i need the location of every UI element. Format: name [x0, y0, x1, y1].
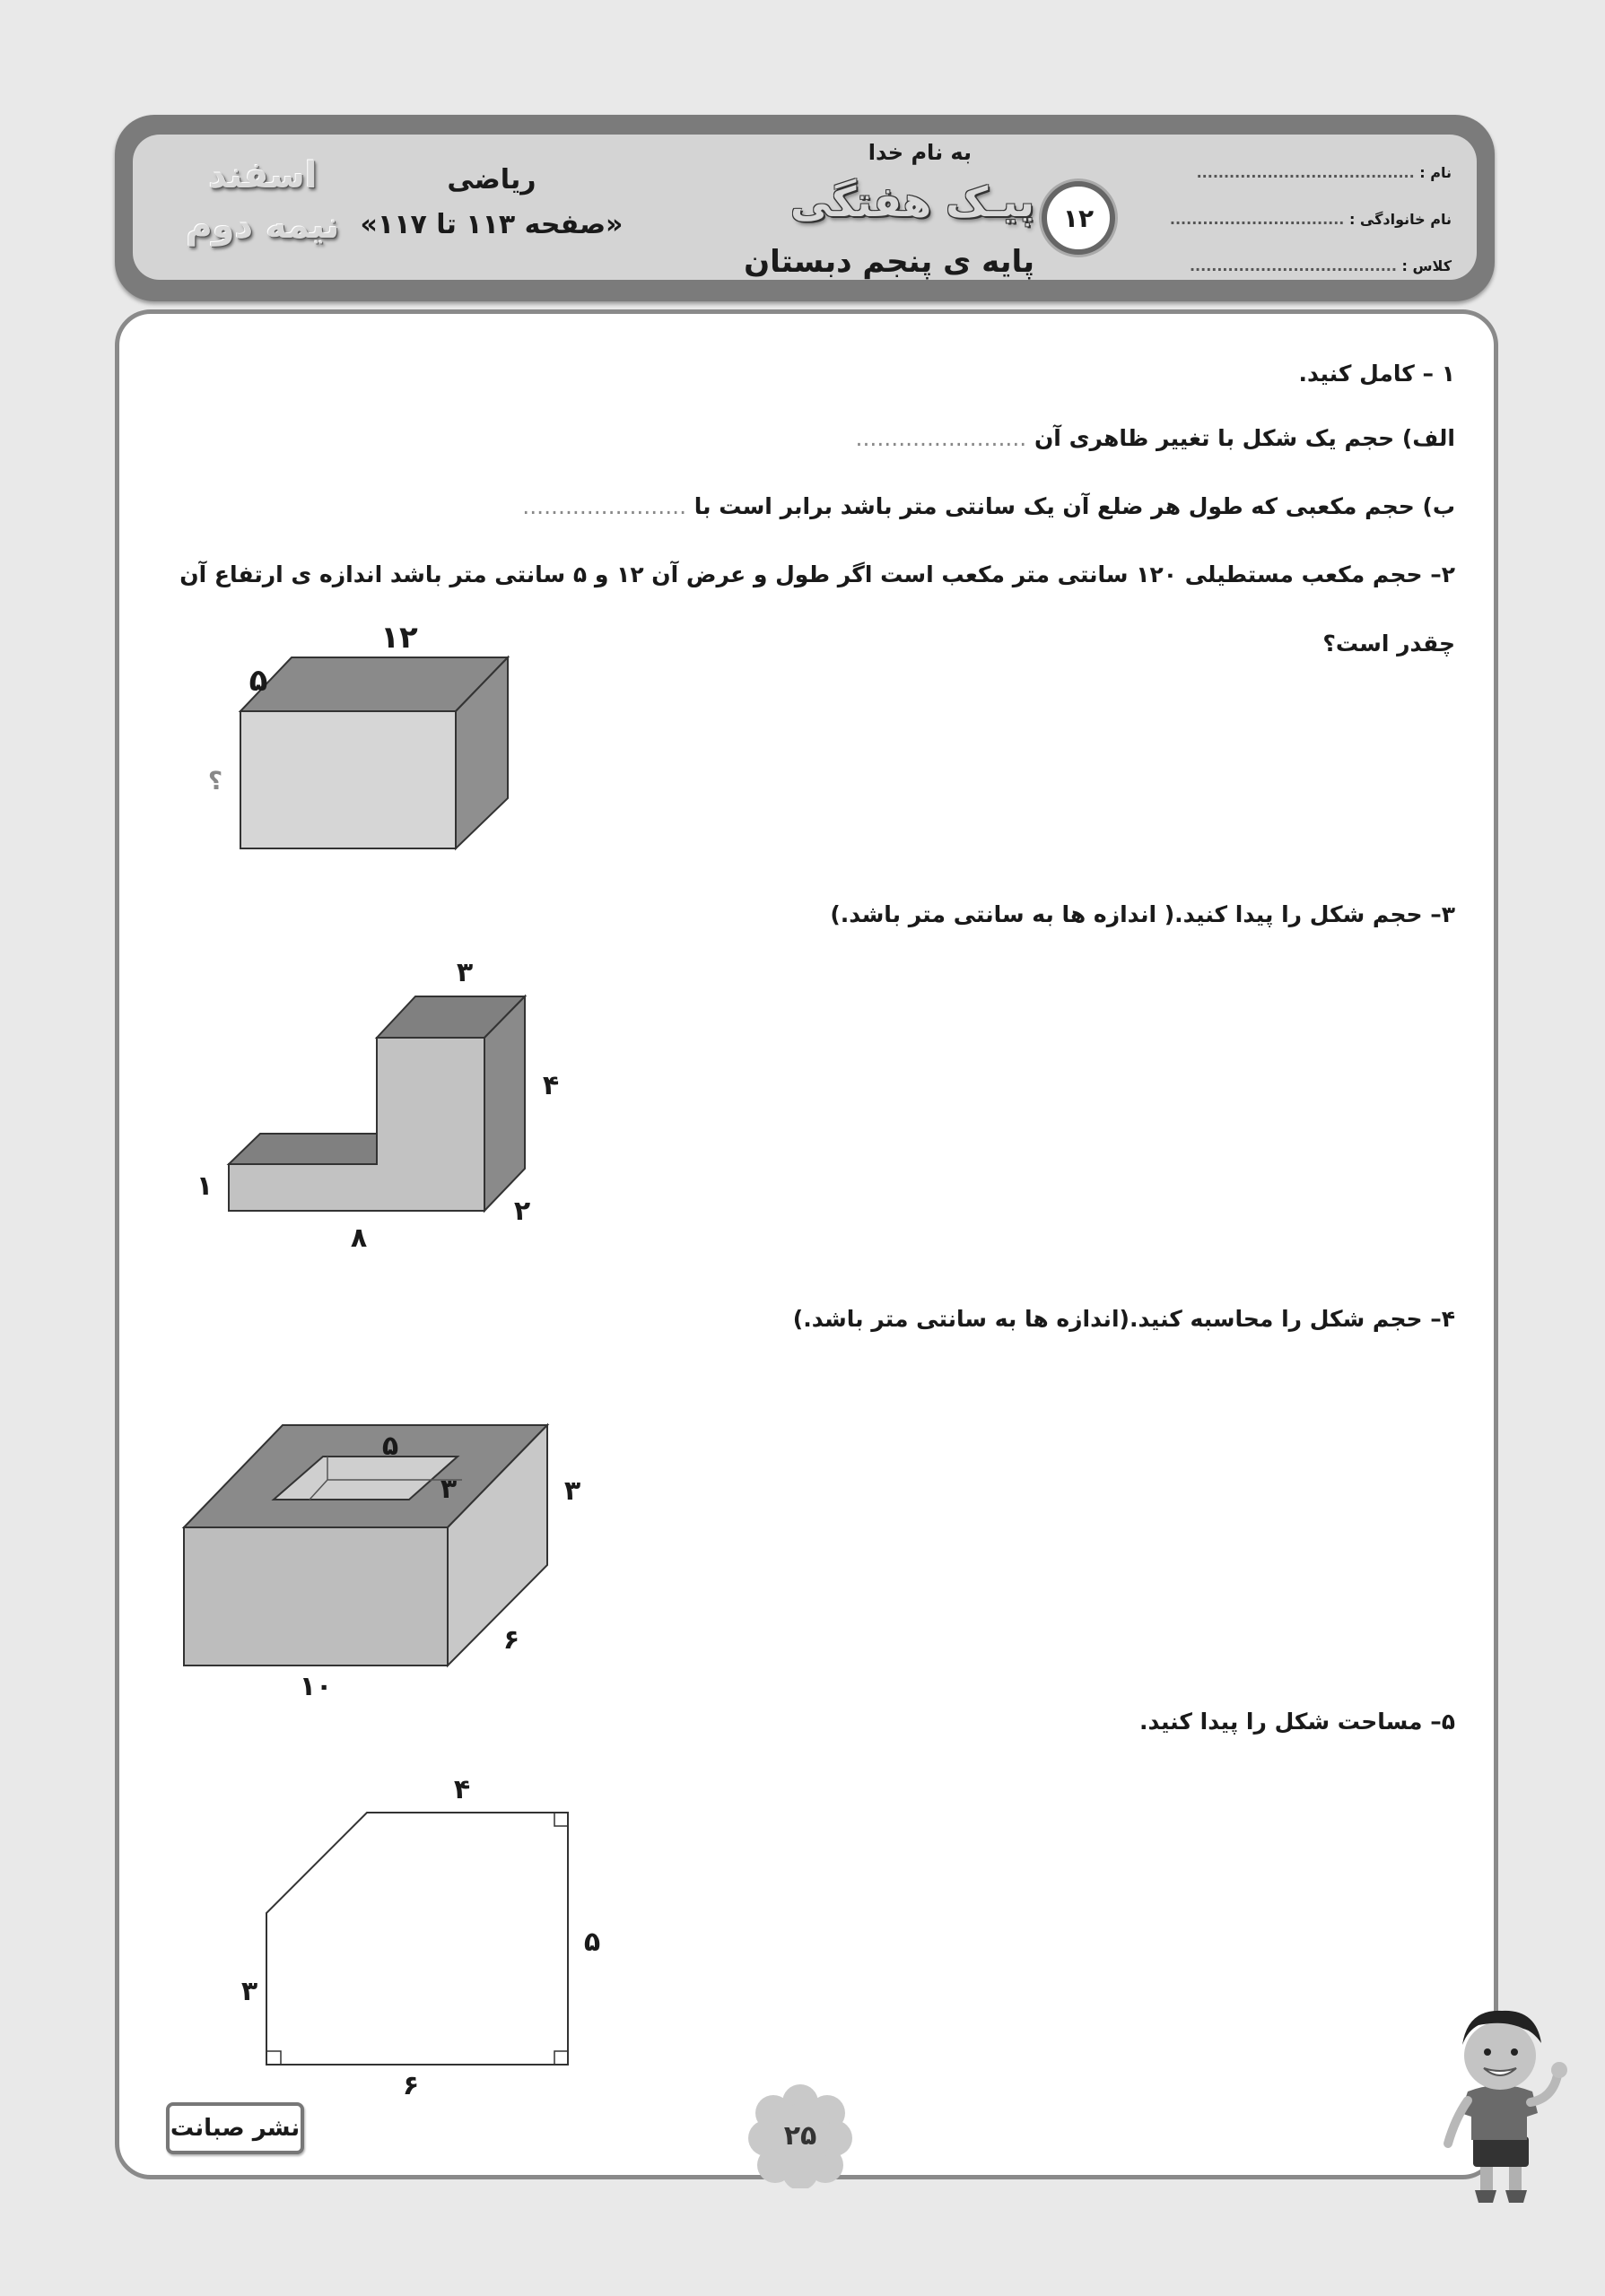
q2-cuboid-figure [179, 610, 538, 861]
page-number: ۲۵ [783, 2119, 817, 2152]
class-field-blank[interactable]: ...................................... [1189, 257, 1397, 274]
class-field-label: کلاس : [1401, 257, 1452, 274]
month-label: اسفند [208, 155, 318, 196]
q5-left-label: ۳ [240, 1976, 258, 2007]
q5-polygon-figure [206, 1758, 619, 2099]
boy-mascot-illustration [1417, 1991, 1597, 2206]
q3-right-label: ۴ [542, 1070, 560, 1101]
mascot-face [1464, 2022, 1536, 2090]
header-panel [133, 135, 1477, 280]
q5-bottom-label: ۶ [402, 2070, 420, 2099]
q2-length-label: ۱۲ [380, 620, 418, 656]
mascot-shirt [1461, 2085, 1538, 2140]
q5-right-label: ۵ [583, 1926, 601, 1958]
q2-text-line1: ۲– حجم مکعب مستطیلی ۱۲۰ سانتی متر مکعب است اگر طول و عرض آن ۱۲ و ۵ سانتی متر باشد اندازه ی ارتفاع آن [179, 561, 1455, 587]
q1-title: ۱ – کامل کنید. [1298, 361, 1455, 387]
class-field[interactable] [1147, 253, 1452, 300]
mascot-shorts [1473, 2136, 1529, 2167]
subject-block [357, 160, 626, 249]
mascot-right-shoe [1505, 2190, 1527, 2203]
name-field-label: نام : [1419, 164, 1452, 181]
q4-height-label: ۳ [563, 1475, 581, 1507]
q1-part-a-text: الف) حجم یک شکل با تغییر ظاهری آن [1034, 425, 1455, 451]
q1-part-b [522, 493, 1455, 519]
mascot-left-arm [1448, 2100, 1468, 2144]
q1-part-a-blank[interactable]: ........................ [855, 425, 1027, 451]
q1-part-a [856, 425, 1455, 451]
student-info-fields [1147, 160, 1452, 300]
q1-part-b-text: ب) حجم مکعبی که طول هر ضلع آن یک سانتی متر باشد برابر است با [693, 493, 1455, 519]
pentagon-shape [266, 1813, 568, 2065]
q3-top-label: ۳ [456, 957, 474, 988]
family-name-field[interactable] [1147, 206, 1452, 253]
q4-title: ۴– حجم شکل را محاسبه کنید.(اندازه ها به سانتی متر باشد.) [792, 1306, 1455, 1332]
grade-label: پایه ی پنجم دبستان [744, 244, 1034, 280]
month-block [169, 151, 357, 251]
worksheet-title: پیـک هفتگی [790, 178, 1034, 226]
q2-text-line2: چقدر است؟ [1322, 631, 1455, 657]
bismillah: به نام خدا [868, 140, 972, 165]
q3-l-shape-figure [179, 951, 583, 1256]
q4-box-with-hole-figure [161, 1399, 610, 1704]
mascot-left-eye [1484, 2048, 1491, 2056]
box-front-face [184, 1527, 448, 1665]
mascot-right-eye [1511, 2048, 1518, 2056]
q3-bottom-label: ۸ [350, 1222, 368, 1254]
q2-height-label: ؟ [207, 766, 223, 796]
q3-depth-label: ۲ [513, 1196, 531, 1227]
pages-label: «صفحه ۱۱۳ تا ۱۱۷» [360, 209, 624, 240]
week-number-badge: ۱۲ [1042, 181, 1115, 255]
publisher-label: نشر صبانت [166, 2102, 304, 2154]
family-name-field-blank[interactable]: ................................ [1169, 211, 1345, 228]
name-field-blank[interactable]: ........................................ [1196, 164, 1415, 181]
worksheet-header [115, 115, 1495, 301]
name-field[interactable] [1147, 160, 1452, 206]
q5-title: ۵– مساحت شکل را پیدا کنید. [1139, 1709, 1455, 1735]
mascot-waving-arm [1531, 2075, 1557, 2102]
q3-title: ۳– حجم شکل را پیدا کنید.( اندازه ها به سانتی متر باشد.) [830, 901, 1455, 927]
l-shape-front-face [229, 1038, 484, 1211]
family-name-field-label: نام خانوادگی : [1348, 211, 1452, 228]
mascot-waving-hand [1551, 2062, 1567, 2078]
q1-part-b-blank[interactable]: ....................... [522, 493, 687, 519]
half-label: نیمه دوم [186, 205, 340, 247]
subject-label: ریاضی [447, 164, 536, 196]
low-block-top-face [229, 1134, 377, 1164]
q4-hole-width-label: ۳ [440, 1474, 458, 1505]
q4-length-label: ۱۰ [299, 1671, 333, 1702]
title-block [653, 138, 1120, 291]
cuboid-front-face [240, 711, 456, 848]
q2-width-label: ۵ [249, 663, 268, 699]
mascot-left-shoe [1475, 2190, 1496, 2203]
q4-hole-length-label: ۵ [381, 1431, 399, 1462]
q3-left-label: ۱ [196, 1170, 214, 1202]
q5-top-label: ۴ [453, 1774, 471, 1805]
page-number-badge [748, 2083, 852, 2188]
q4-depth-label: ۶ [502, 1624, 520, 1656]
